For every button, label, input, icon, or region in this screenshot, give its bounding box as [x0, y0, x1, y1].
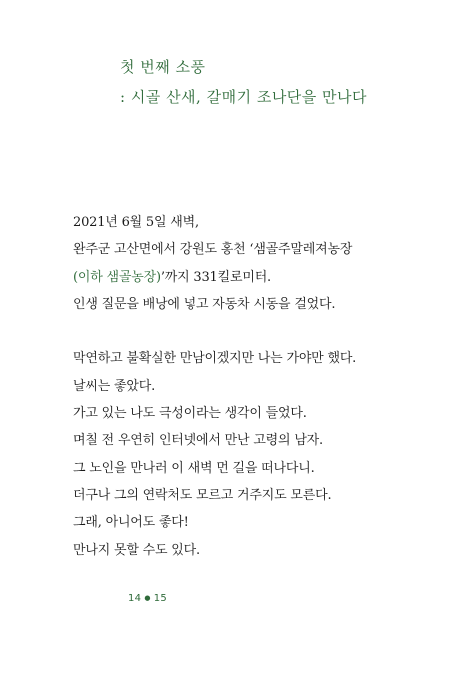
text-line: 그 노인을 만나러 이 새벽 먼 길을 떠나다니.	[73, 460, 315, 476]
text-line: 만나지 못할 수도 있다.	[73, 542, 200, 558]
text-line-destination: 완주군 고산면에서 강원도 홍천 ‘샘골주말레져농장	[73, 242, 353, 258]
page-number	[128, 593, 167, 604]
text-line: 날씨는 좋았다.	[73, 378, 156, 394]
body-text	[73, 209, 453, 564]
distance-text: ’까지 331킬로미터.	[160, 269, 271, 285]
chapter-title: 첫 번째 소풍	[120, 58, 206, 76]
text-line-departure: 인생 질문을 배낭에 넣고 자동차 시동을 걸었다.	[73, 296, 336, 312]
abbreviation-note: (이하 샘골농장)	[73, 269, 161, 285]
text-line-date: 2021년 6월 5일 새벽,	[73, 215, 199, 230]
text-line: 그래, 아니어도 좋다!	[73, 515, 189, 531]
page-number-right: 15	[153, 593, 168, 604]
page-number-left: 14	[128, 593, 142, 604]
text-line-distance	[73, 264, 453, 291]
text-line: 막연하고 불확실한 만남이겠지만 나는 가야만 했다.	[73, 351, 357, 367]
text-line: 가고 있는 나도 극성이라는 생각이 들었다.	[73, 406, 307, 422]
paragraph-break	[73, 318, 453, 345]
page-separator-dot: ●	[144, 594, 151, 602]
text-line: 더구나 그의 연락처도 모르고 거주지도 모른다.	[73, 487, 332, 503]
chapter-subtitle: : 시골 산새, 갈매기 조나단을 만나다	[120, 88, 368, 106]
text-line: 며칠 전 우연히 인터넷에서 만난 고령의 남자.	[73, 433, 323, 449]
chapter-heading	[120, 52, 367, 112]
